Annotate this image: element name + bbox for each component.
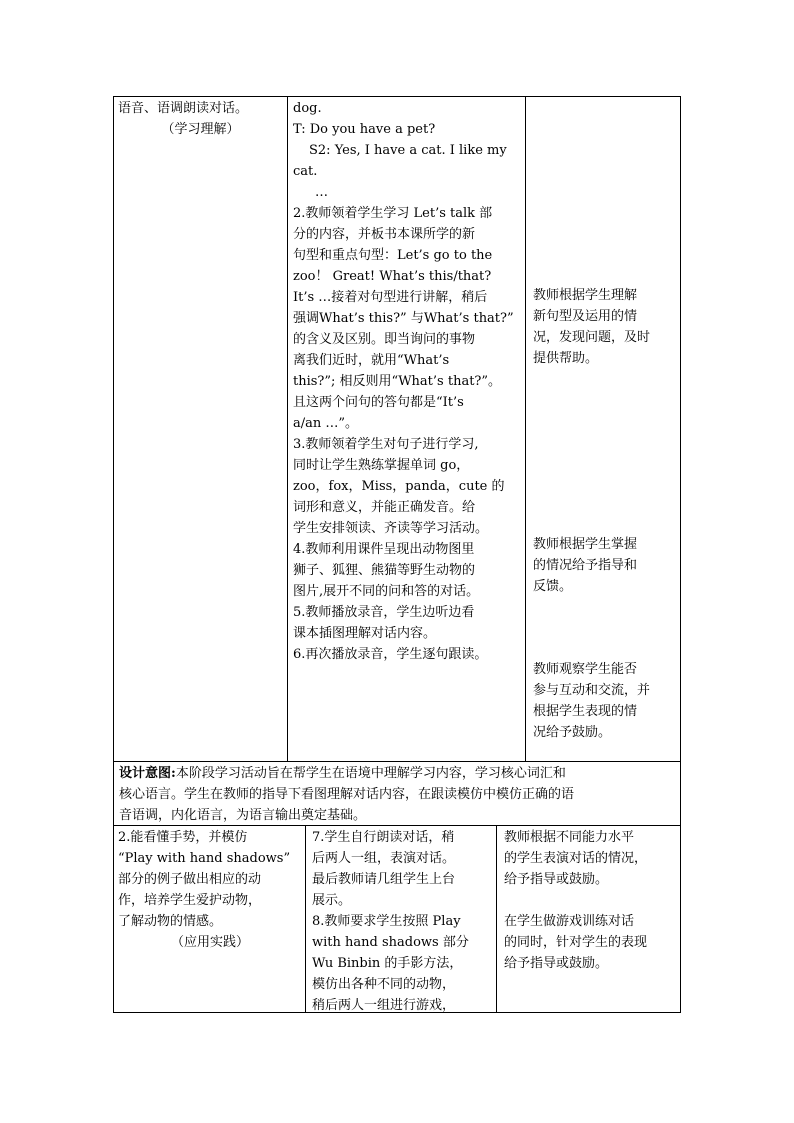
assessment-line: 的学生表演对话的情况，	[504, 851, 648, 866]
assessment-line: 的情况给予指导和	[533, 558, 638, 573]
col-divider-a1	[287, 96, 288, 761]
design-intent-label: 设计意图:	[119, 766, 176, 781]
design-intent-text: 本阶段学习活动旨在帮学生在语境中理解学习内容，学习核心词汇和	[175, 766, 566, 781]
activity-line: 狮子、狐狸、熊猫等野生动物的	[293, 563, 476, 578]
activity-line: 展示。	[312, 893, 352, 908]
design-intent-text: 核心语言。学生在教师的指导下看图理解对话内容，在跟读模仿中模仿正确的语	[119, 787, 575, 802]
activity-line: 句型和重点句型：Let’s go to the	[293, 248, 493, 263]
activity-line: 最后教师请几组学生上台	[312, 872, 456, 887]
activity-line: 6.再次播放录音，学生逐句跟读。	[293, 647, 488, 662]
activity-line: It’s …接着对句型进行讲解，稍后	[293, 290, 488, 305]
teaching-activity-cell	[293, 98, 521, 665]
learning-goal-cell	[118, 98, 283, 140]
assessment-line: 提供帮助。	[533, 351, 599, 366]
activity-line: 词形和意义，并能正确发音。给	[293, 500, 476, 515]
activity-line: dog.	[293, 101, 322, 116]
activity-line: T: Do you have a pet?	[293, 122, 436, 137]
assessment-line: 参与互动和交流，并	[533, 683, 651, 698]
assessment-line: 况，发现问题，及时	[533, 330, 651, 345]
activity-line: 稍后两人一组进行游戏，	[312, 998, 456, 1013]
assessment-line: 根据学生表现的情	[533, 704, 638, 719]
activity-line: 课本插图理解对话内容。	[293, 626, 437, 641]
assessment-cell	[533, 659, 678, 743]
activity-line: 分的内容，并板书本课所学的新	[293, 227, 476, 242]
activity-line: 强调What’s this?” 与What’s that?”	[293, 311, 514, 326]
activity-line: this?”; 相反则用“What’s that?”。	[293, 374, 502, 389]
assessment-line: 给予指导或鼓励。	[504, 872, 609, 887]
activity-line: 2.教师领着学生学习 Let’s talk 部	[293, 206, 493, 221]
activity-line: with hand shadows 部分	[312, 935, 469, 950]
col-divider-b2	[496, 825, 497, 1013]
activity-line: 离我们近时，就用“What’s	[293, 353, 450, 368]
teaching-activity-cell	[312, 827, 494, 1016]
activity-line: 且这两个问句的答句都是“It’s	[293, 395, 464, 410]
assessment-cell	[504, 827, 679, 974]
goal-line: 了解动物的情感。	[118, 914, 223, 929]
goal-line: “Play with hand shadows”	[118, 851, 291, 866]
activity-line: 8.教师要求学生按照 Play	[312, 914, 461, 929]
activity-line: a/an …”。	[293, 416, 359, 431]
assessment-line: 况给予鼓励。	[533, 725, 612, 740]
assessment-line: 教师根据学生理解	[533, 288, 638, 303]
design-intent-cell	[119, 763, 679, 826]
activity-line: 模仿出各种不同的动物，	[312, 977, 456, 992]
assessment-line: 在学生做游戏训练对话	[504, 914, 635, 929]
col-divider-a2	[525, 96, 526, 761]
goal-line: 作，培养学生爱护动物，	[118, 893, 262, 908]
activity-line: 5.教师播放录音，学生边听边看	[293, 605, 475, 620]
col-divider-b1	[305, 825, 306, 1013]
goal-line: 部分的例子做出相应的动	[118, 872, 262, 887]
goal-line: 语音、语调朗读对话。	[118, 101, 249, 116]
assessment-line: 教师根据不同能力水平	[504, 830, 635, 845]
activity-line: Wu Binbin 的手影方法，	[312, 956, 463, 971]
assessment-line: 的同时，针对学生的表现	[504, 935, 648, 950]
activity-line: S2: Yes, I have a cat. I like my	[309, 143, 507, 158]
activity-line: 7.学生自行朗读对话，稍	[312, 830, 455, 845]
design-intent-text: 音语调，内化语言，为语言输出奠定基础。	[119, 808, 367, 823]
goal-line: 2.能看懂手势，并模仿	[118, 830, 248, 845]
assessment-cell	[533, 534, 678, 597]
goal-category: （应用实践）	[170, 935, 249, 950]
activity-line: zoo，fox，Miss，panda，cute 的	[293, 479, 505, 494]
activity-line: 学生安排领读、齐读等学习活动。	[293, 521, 489, 536]
activity-line: 4.教师利用课件呈现出动物图里	[293, 542, 475, 557]
row-divider-design-top	[113, 761, 681, 762]
activity-line: cat.	[293, 164, 318, 179]
goal-category: （学习理解）	[161, 122, 240, 137]
assessment-line: 教师根据学生掌握	[533, 537, 638, 552]
activity-line: 图片,展开不同的问和答的对话。	[293, 584, 480, 599]
activity-line: 同时让学生熟练掌握单词 go，	[293, 458, 470, 473]
activity-line: 的含义及区别。即当询问的事物	[293, 332, 476, 347]
activity-line: 后两人一组，表演对话。	[312, 851, 456, 866]
activity-line: 3.教师领着学生对句子进行学习,	[293, 437, 479, 452]
activity-line: zoo！ Great! What’s this/that?	[293, 269, 492, 284]
assessment-cell	[533, 285, 678, 369]
assessment-line: 新句型及运用的情	[533, 309, 638, 324]
assessment-line: 教师观察学生能否	[533, 662, 638, 677]
assessment-line: 反馈。	[533, 579, 573, 594]
assessment-line: 给予指导或鼓励。	[504, 956, 609, 971]
activity-line: …	[315, 185, 328, 200]
learning-goal-cell	[118, 827, 302, 953]
